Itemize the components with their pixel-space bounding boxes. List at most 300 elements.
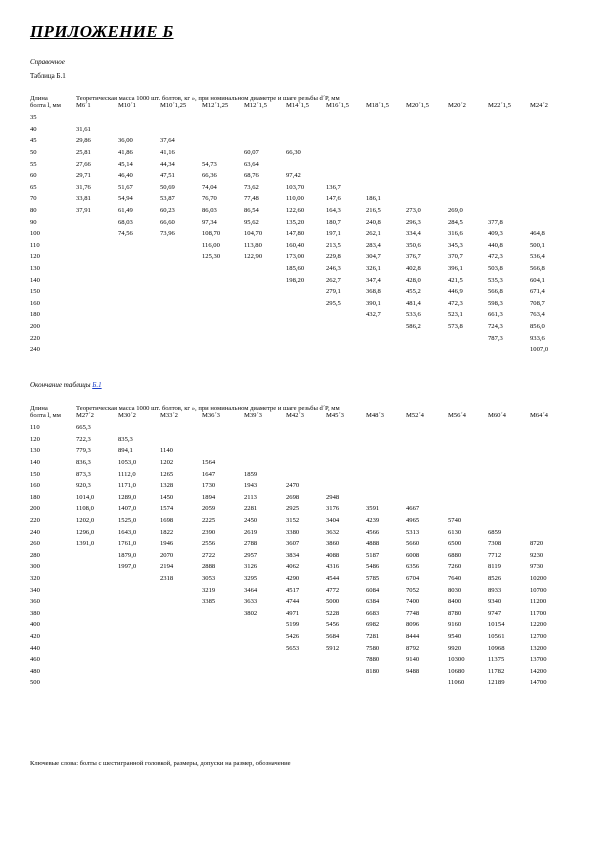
mass-cell <box>286 677 326 689</box>
mass-cell: 1053,0 <box>118 459 137 467</box>
mass-cell: 503,8 <box>488 265 503 273</box>
mass-cell: 8400 <box>448 598 462 606</box>
mass-cell <box>160 654 202 666</box>
mass-cell: 708,7 <box>530 299 545 307</box>
length-cell: 45 <box>30 137 37 145</box>
mass-cell: 8030 <box>448 586 462 594</box>
length-cell: 40 <box>30 125 37 133</box>
mass-cell: 11700 <box>530 609 547 617</box>
mass-cell <box>76 573 118 585</box>
mass-cell <box>530 182 560 194</box>
mass-cell <box>244 309 286 321</box>
length-cell: 110 <box>30 424 40 432</box>
length-cell: 360 <box>30 598 40 606</box>
mass-cell: 5740 <box>448 517 462 525</box>
mass-cell: 3053 <box>202 575 216 583</box>
column-header: M56´4 <box>448 412 466 419</box>
column-header: M10´1,25 <box>160 102 187 109</box>
mass-cell <box>76 642 118 654</box>
mass-cell: 4517 <box>286 586 300 594</box>
mass-cell <box>286 124 326 136</box>
mass-cell <box>202 309 244 321</box>
mass-cell: 246,3 <box>326 265 341 273</box>
length-cell: 220 <box>30 517 40 525</box>
mass-cell <box>366 422 406 434</box>
mass-cell <box>202 654 244 666</box>
mass-cell <box>286 286 326 298</box>
mass-cell <box>118 251 160 263</box>
length-cell: 120 <box>30 435 40 443</box>
mass-cell: 5000 <box>326 598 340 606</box>
mass-cell: 598,3 <box>488 299 503 307</box>
mass-cell: 283,4 <box>366 241 381 249</box>
mass-cell <box>202 147 244 159</box>
mass-cell: 1564 <box>202 459 216 467</box>
mass-cell <box>76 550 118 562</box>
table-row <box>30 135 560 147</box>
length-header-line2: болта l, мм <box>30 102 61 109</box>
mass-cell <box>406 135 448 147</box>
column-header: M48´3 <box>366 412 384 419</box>
mass-cell <box>118 240 160 252</box>
mass-cell: 122,90 <box>244 253 263 261</box>
mass-cell: 2698 <box>286 493 300 501</box>
table-link[interactable]: Б.1 <box>92 381 102 389</box>
mass-cell: 1450 <box>160 493 174 501</box>
mass-cell: 536,4 <box>530 253 545 261</box>
length-cell: 180 <box>30 493 40 501</box>
mass-cell <box>160 642 202 654</box>
mass-cell: 45,14 <box>118 160 133 168</box>
mass-cell: 1289,0 <box>118 493 137 501</box>
mass-cell <box>76 251 118 263</box>
mass-cell <box>160 631 202 643</box>
mass-cell: 3860 <box>326 540 340 548</box>
mass-cell: 11200 <box>530 598 547 606</box>
mass-cell <box>326 124 366 136</box>
mass-cell <box>118 631 160 643</box>
mass-cell <box>366 158 406 170</box>
mass-cell: 9540 <box>448 632 462 640</box>
length-cell: 140 <box>30 459 40 467</box>
mass-cell: 1525,0 <box>118 517 137 525</box>
mass-cell <box>286 445 326 457</box>
mass-cell: 7580 <box>366 644 380 652</box>
mass-cell: 566,8 <box>488 288 503 296</box>
mass-cell: 1879,0 <box>118 551 137 559</box>
mass-cell <box>244 434 286 446</box>
mass-cell: 533,6 <box>406 311 421 319</box>
mass-cell: 113,80 <box>244 241 262 249</box>
length-cell: 200 <box>30 322 40 330</box>
mass-cell <box>76 286 118 298</box>
column-header: M64´4 <box>530 412 548 419</box>
table-row <box>30 619 560 631</box>
mass-cell: 586,2 <box>406 322 421 330</box>
mass-cell <box>202 434 244 446</box>
mass-cell <box>448 147 488 159</box>
mass-cell: 3295 <box>244 575 258 583</box>
mass-cell <box>406 124 448 136</box>
mass-cell: 74,56 <box>118 230 133 238</box>
mass-cell: 3176 <box>326 505 340 513</box>
mass-cell: 8096 <box>406 621 420 629</box>
mass-cell <box>76 665 118 677</box>
mass-cell <box>202 124 244 136</box>
mass-cell: 12700 <box>530 632 547 640</box>
mass-cell <box>202 445 244 457</box>
mass-cell <box>406 344 448 356</box>
table-row <box>30 422 560 434</box>
table-row <box>30 561 560 573</box>
mass-cell <box>530 216 560 228</box>
mass-cell <box>244 274 286 286</box>
mass-cell <box>160 608 202 620</box>
mass-cell: 2888 <box>202 563 216 571</box>
mass-cell <box>448 503 488 515</box>
mass-cell: 86,03 <box>202 207 217 215</box>
mass-cell <box>326 170 366 182</box>
mass-cell: 7880 <box>366 656 380 664</box>
mass-cell: 77,48 <box>244 195 259 203</box>
mass-cell: 1997,0 <box>118 563 137 571</box>
mass-cell: 1822 <box>160 528 174 536</box>
length-cell: 180 <box>30 311 40 319</box>
table-row <box>30 170 560 182</box>
mass-cell <box>76 654 118 666</box>
mass-cell: 377,8 <box>488 218 503 226</box>
length-cell: 150 <box>30 288 40 296</box>
mass-cell: 14700 <box>530 679 547 687</box>
mass-cell <box>244 135 286 147</box>
mass-cell: 5660 <box>406 540 420 548</box>
length-cell: 80 <box>30 207 37 215</box>
mass-cell: 4772 <box>326 586 340 594</box>
mass-cell <box>530 112 560 124</box>
mass-cell <box>530 434 560 446</box>
mass-cell: 2113 <box>244 493 257 501</box>
mass-cell: 894,1 <box>118 447 133 455</box>
mass-cell: 368,8 <box>366 288 381 296</box>
mass-cell <box>488 193 530 205</box>
mass-cell: 566,8 <box>530 265 545 273</box>
table-row <box>30 124 560 136</box>
mass-cell <box>406 468 448 480</box>
mass-cell <box>244 332 286 344</box>
mass-cell <box>76 344 118 356</box>
mass-cell: 173,00 <box>286 253 305 261</box>
mass-cell <box>448 124 488 136</box>
table-row <box>30 182 560 194</box>
mass-cell: 73,62 <box>244 183 259 191</box>
length-cell: 220 <box>30 334 40 342</box>
mass-cell <box>326 422 366 434</box>
mass-cell <box>406 332 448 344</box>
mass-cell: 7712 <box>488 551 502 559</box>
table-row <box>30 112 560 124</box>
mass-cell: 13700 <box>530 656 547 664</box>
mass-cell <box>488 468 530 480</box>
length-cell: 420 <box>30 632 40 640</box>
mass-cell: 8720 <box>530 540 544 548</box>
mass-cell: 51,67 <box>118 183 133 191</box>
mass-cell: 1730 <box>202 482 216 490</box>
mass-cell: 25,81 <box>76 149 91 157</box>
mass-cell: 164,3 <box>326 207 341 215</box>
mass-cell: 2722 <box>202 551 216 559</box>
table-row <box>30 240 560 252</box>
mass-cell: 296,3 <box>406 218 421 226</box>
column-header: M22´1,5 <box>488 102 511 109</box>
mass-cell <box>244 631 286 643</box>
mass-cell: 103,70 <box>286 183 305 191</box>
mass-cell <box>160 124 202 136</box>
mass-cell <box>326 344 366 356</box>
mass-cell: 9340 <box>488 598 502 606</box>
mass-cell <box>118 642 160 654</box>
column-header: M14´1,5 <box>286 102 309 109</box>
column-header: M10´1 <box>118 102 136 109</box>
length-cell: 280 <box>30 551 40 559</box>
mass-cell: 6084 <box>366 586 380 594</box>
mass-table-part1 <box>30 92 560 355</box>
mass-cell <box>366 124 406 136</box>
mass-cell <box>406 457 448 469</box>
mass-cell: 37,91 <box>76 207 91 215</box>
length-cell: 480 <box>30 667 40 675</box>
column-header: M52´4 <box>406 412 424 419</box>
table-row <box>30 147 560 159</box>
mass-cell: 33,81 <box>76 195 91 203</box>
table-row <box>30 321 560 333</box>
mass-cell: 27,66 <box>76 160 91 168</box>
mass-cell: 66,30 <box>286 149 301 157</box>
mass-cell: 147,80 <box>286 230 305 238</box>
mass-cell: 12200 <box>530 621 547 629</box>
length-cell: 160 <box>30 482 40 490</box>
mass-cell: 10968 <box>488 644 505 652</box>
mass-cell <box>530 135 560 147</box>
mass-cell: 1108,0 <box>76 505 94 513</box>
mass-cell: 31,76 <box>76 183 91 191</box>
mass-cell: 37,64 <box>160 137 175 145</box>
mass-cell: 345,3 <box>448 241 463 249</box>
mass-cell <box>488 344 530 356</box>
mass-cell <box>286 332 326 344</box>
mass-cell <box>202 321 244 333</box>
mass-cell: 1296,0 <box>76 528 95 536</box>
length-cell: 440 <box>30 644 40 652</box>
mass-cell <box>118 263 160 275</box>
mass-cell: 472,3 <box>448 299 463 307</box>
mass-cell: 7748 <box>406 609 420 617</box>
mass-cell: 11375 <box>488 656 505 664</box>
mass-cell: 4566 <box>366 528 380 536</box>
mass-cell <box>160 619 202 631</box>
mass-cell <box>118 596 160 608</box>
mass-cell <box>448 158 488 170</box>
mass-cell: 390,1 <box>366 299 381 307</box>
mass-cell <box>160 596 202 608</box>
mass-cell: 10300 <box>448 656 465 664</box>
mass-cell: 1328 <box>160 482 174 490</box>
mass-cell: 409,3 <box>488 230 503 238</box>
mass-cell: 5313 <box>406 528 420 536</box>
continuation-label: Окончание таблицы <box>30 381 93 389</box>
mass-cell: 50,69 <box>160 183 175 191</box>
column-header: M16´1,5 <box>326 102 349 109</box>
length-cell: 110 <box>30 241 40 249</box>
mass-cell <box>76 631 118 643</box>
mass-cell: 347,4 <box>366 276 381 284</box>
mass-cell <box>406 445 448 457</box>
mass-cell <box>286 422 326 434</box>
mass-cell: 3385 <box>202 598 216 606</box>
mass-cell: 10680 <box>448 667 465 675</box>
mass-cell <box>118 321 160 333</box>
mass-cell <box>286 654 326 666</box>
mass-cell: 108,70 <box>202 230 221 238</box>
table-row <box>30 263 560 275</box>
mass-cell: 116,00 <box>202 241 220 249</box>
mass-cell <box>202 422 244 434</box>
column-header: M60´4 <box>488 412 506 419</box>
mass-cell: 2948 <box>326 493 340 501</box>
mass-cell <box>530 457 560 469</box>
mass-cell: 6384 <box>366 598 380 606</box>
table-row <box>30 677 560 689</box>
table-row <box>30 228 560 240</box>
length-cell: 140 <box>30 276 40 284</box>
mass-cell: 1643,0 <box>118 528 137 536</box>
continuation-caption <box>30 381 102 389</box>
mass-cell: 284,5 <box>448 218 463 226</box>
mass-cell <box>326 445 366 457</box>
mass-cell: 185,60 <box>286 265 305 273</box>
mass-cell: 464,8 <box>530 230 545 238</box>
length-cell: 240 <box>30 346 40 354</box>
mass-cell: 12189 <box>488 679 505 687</box>
mass-cell <box>286 468 326 480</box>
mass-cell: 4088 <box>326 551 340 559</box>
mass-cell <box>488 205 530 217</box>
mass-cell: 3607 <box>286 540 300 548</box>
length-cell: 240 <box>30 528 40 536</box>
mass-cell <box>160 422 202 434</box>
mass-cell: 10154 <box>488 621 505 629</box>
table-row <box>30 298 560 310</box>
mass-cell: 9230 <box>530 551 544 559</box>
mass-cell <box>406 158 448 170</box>
length-cell: 380 <box>30 609 40 617</box>
mass-cell: 3126 <box>244 563 258 571</box>
mass-cell <box>326 332 366 344</box>
mass-cell: 4290 <box>286 575 300 583</box>
mass-cell: 3404 <box>326 517 340 525</box>
mass-cell <box>326 112 366 124</box>
mass-cell <box>488 445 530 457</box>
table-row <box>30 445 560 457</box>
mass-cell: 763,4 <box>530 311 545 319</box>
mass-cell <box>448 344 488 356</box>
table-row <box>30 503 560 515</box>
mass-cell: 110,00 <box>286 195 304 203</box>
mass-cell: 14200 <box>530 667 547 675</box>
mass-cell: 4888 <box>366 540 380 548</box>
mass-cell: 2450 <box>244 517 258 525</box>
mass-cell <box>244 321 286 333</box>
mass-cell: 86,54 <box>244 207 259 215</box>
mass-table-part2 <box>30 402 560 689</box>
mass-cell: 3802 <box>244 609 258 617</box>
mass-cell <box>76 596 118 608</box>
mass-cell: 1014,0 <box>76 493 95 501</box>
mass-cell <box>326 665 366 677</box>
mass-cell: 5426 <box>286 632 300 640</box>
mass-cell: 216,5 <box>366 207 381 215</box>
table-row <box>30 492 560 504</box>
mass-cell <box>530 526 560 538</box>
mass-cell: 6008 <box>406 551 420 559</box>
length-cell: 400 <box>30 621 40 629</box>
mass-cell: 125,30 <box>202 253 221 261</box>
mass-cell <box>76 216 118 228</box>
mass-cell: 135,20 <box>286 218 305 226</box>
mass-cell: 5486 <box>366 563 380 571</box>
table-row <box>30 274 560 286</box>
column-header: M42´3 <box>286 412 304 419</box>
mass-cell <box>118 422 160 434</box>
table-row <box>30 468 560 480</box>
mass-cell: 60,23 <box>160 207 175 215</box>
mass-cell <box>530 503 560 515</box>
mass-cell <box>530 158 560 170</box>
table-row <box>30 480 560 492</box>
mass-cell <box>76 332 118 344</box>
table-row <box>30 309 560 321</box>
mass-cell: 6130 <box>448 528 462 536</box>
mass-cell <box>326 457 366 469</box>
mass-cell <box>488 135 530 147</box>
mass-cell: 53,87 <box>160 195 175 203</box>
mass-cell: 6500 <box>448 540 462 548</box>
length-cell: 150 <box>30 470 40 478</box>
mass-cell <box>326 480 366 492</box>
mass-cell: 376,7 <box>406 253 421 261</box>
mass-cell: 5912 <box>326 644 340 652</box>
mass-cell <box>244 457 286 469</box>
table-row <box>30 654 560 666</box>
table-row <box>30 332 560 344</box>
mass-cell: 4062 <box>286 563 300 571</box>
mass-cell: 1007,0 <box>530 346 549 354</box>
mass-cell <box>326 654 366 666</box>
length-cell: 55 <box>30 160 37 168</box>
mass-header: Теоретическая масса 1000 шт. болтов, кг », при номинальном диаметре и шаге резьбы d´P, мм <box>76 95 340 102</box>
mass-cell: 535,3 <box>488 276 503 284</box>
mass-cell <box>160 251 202 263</box>
mass-cell: 269,0 <box>448 207 463 215</box>
mass-cell: 229,8 <box>326 253 341 261</box>
mass-cell <box>244 263 286 275</box>
mass-cell <box>366 147 406 159</box>
mass-cell <box>244 112 286 124</box>
mass-cell: 1946 <box>160 540 174 548</box>
mass-cell <box>76 561 118 573</box>
mass-cell: 41,16 <box>160 149 175 157</box>
length-cell: 90 <box>30 218 37 226</box>
mass-cell <box>76 298 118 310</box>
